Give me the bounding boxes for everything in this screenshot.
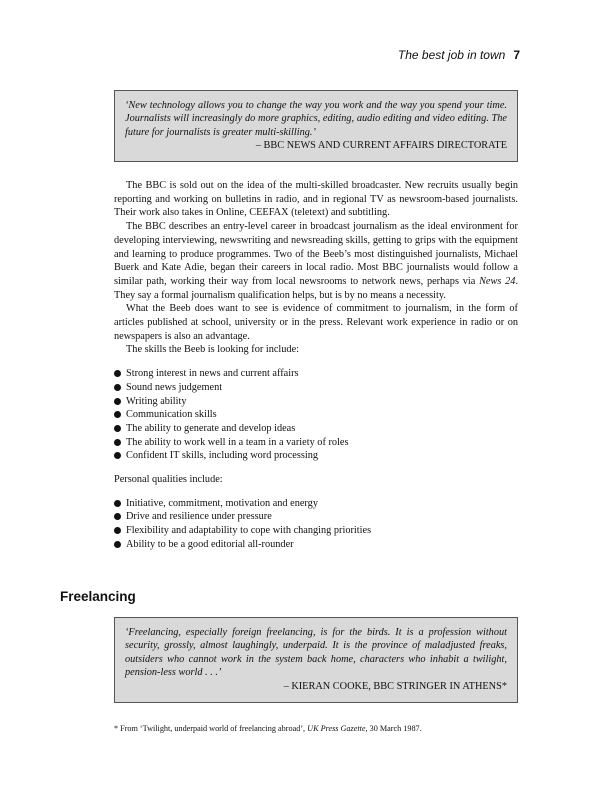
bullet-icon [114, 370, 121, 377]
paragraph: The BBC is sold out on the idea of the multi-skilled broadcaster. New recruits usually begin reporting and working on bulletins in radio, and in regional TV as newsroom-based journalists. Their work also takes in Online, CEEFAX (teletext) and subtitling. [114, 180, 518, 219]
footnote-text: , 30 March 1987. [365, 724, 422, 733]
list-item [114, 538, 518, 552]
list-item-text: Confident IT skills, including word processing [126, 450, 319, 462]
skills-list [114, 367, 518, 463]
list-item-text: Strong interest in news and current affairs [126, 368, 299, 380]
paragraph: The skills the Beeb is looking for include: [126, 344, 300, 356]
bullet-icon [114, 541, 121, 548]
list-item [114, 395, 518, 409]
list-item [114, 367, 518, 381]
quote-text: ‘Freelancing, especially foreign freelancing, is for the birds. It is a profession without security, grossly, almost laughingly, underpaid. It is the province of maladjusted freaks, outsiders who cannot work in the system back home, characters who inhabit a twilight, pension-less world . . .’ [125, 627, 507, 679]
bullet-icon [114, 439, 121, 446]
bullet-icon [114, 513, 121, 520]
body-text [114, 179, 518, 562]
bullet-icon [114, 398, 121, 405]
qualities-list [114, 497, 518, 552]
list-item-text: Writing ability [126, 395, 187, 407]
page-number: 7 [513, 48, 520, 62]
text-run: The BBC describes an entry-level career in broadcast journalism as the ideal environment for developing interviewing, newswriting and newsreading skills, getting to grips with the equipment and learning to produce programmes. Two of the Beeb’s most distinguished journalists, Michael Buerk and Kate Adie, began their careers in local radio. Most BBC journalists would follow a similar path, working their way from local newsrooms to network news, perhaps via [114, 221, 518, 287]
footnote-text: From ‘Twilight, underpaid world of freelancing abroad’, [120, 724, 306, 733]
bullet-icon [114, 425, 121, 432]
quote-attribution: – KIERAN COOKE, BBC STRINGER IN ATHENS* [283, 680, 507, 692]
list-item-text: Sound news judgement [126, 381, 223, 393]
bullet-icon [114, 452, 121, 459]
bullet-icon [114, 527, 121, 534]
list-item-text: Flexibility and adaptability to cope with changing priorities [126, 525, 372, 537]
list-item-text: Ability to be a good editorial all-rounder [126, 538, 294, 550]
footnote [114, 724, 518, 733]
paragraph: Personal qualities include: [114, 474, 223, 486]
bullet-icon [114, 411, 121, 418]
footnote-source: UK Press Gazette [307, 724, 366, 733]
list-item-text: Communication skills [126, 409, 217, 421]
section-heading: Freelancing [60, 589, 136, 604]
bullet-icon [114, 384, 121, 391]
list-item [114, 436, 518, 450]
list-item-text: Initiative, commitment, motivation and energy [126, 497, 318, 509]
list-item-text: The ability to work well in a team in a variety of roles [126, 436, 349, 448]
paragraph: What the Beeb does want to see is evidence of commitment to journalism, in the form of articles published at school, university or in the press. Relevant work experience in radio or on newspapers is also an advantage. [114, 303, 518, 342]
list-item [114, 497, 518, 511]
quote-box-bbc [114, 90, 518, 162]
list-item-text: The ability to generate and develop ideas [126, 422, 296, 434]
list-item-text: Drive and resilience under pressure [126, 511, 272, 523]
quote-attribution: – BBC NEWS AND CURRENT AFFAIRS DIRECTORATE [255, 140, 507, 152]
text-run: . They say a formal journalism qualification helps, but is by no means a necessity. [114, 275, 519, 301]
quote-text: ‘New technology allows you to change the way you work and the way you spend your time. Journalists will increasingly do more graphics, editing, audio editing and video editing. The future for journalists is greater multi-skilling.’ [125, 100, 507, 138]
quote-box-freelancing [114, 617, 518, 703]
header-title: The best job in town [397, 48, 506, 62]
list-item [114, 381, 518, 395]
running-header [398, 48, 520, 62]
italic-title: News 24 [479, 275, 516, 287]
list-item [114, 524, 518, 538]
list-item [114, 422, 518, 436]
list-item [114, 510, 518, 524]
footnote-marker: * [114, 724, 119, 733]
list-item [114, 449, 518, 463]
bullet-icon [114, 500, 121, 507]
paragraph [114, 220, 518, 302]
list-item [114, 408, 518, 422]
